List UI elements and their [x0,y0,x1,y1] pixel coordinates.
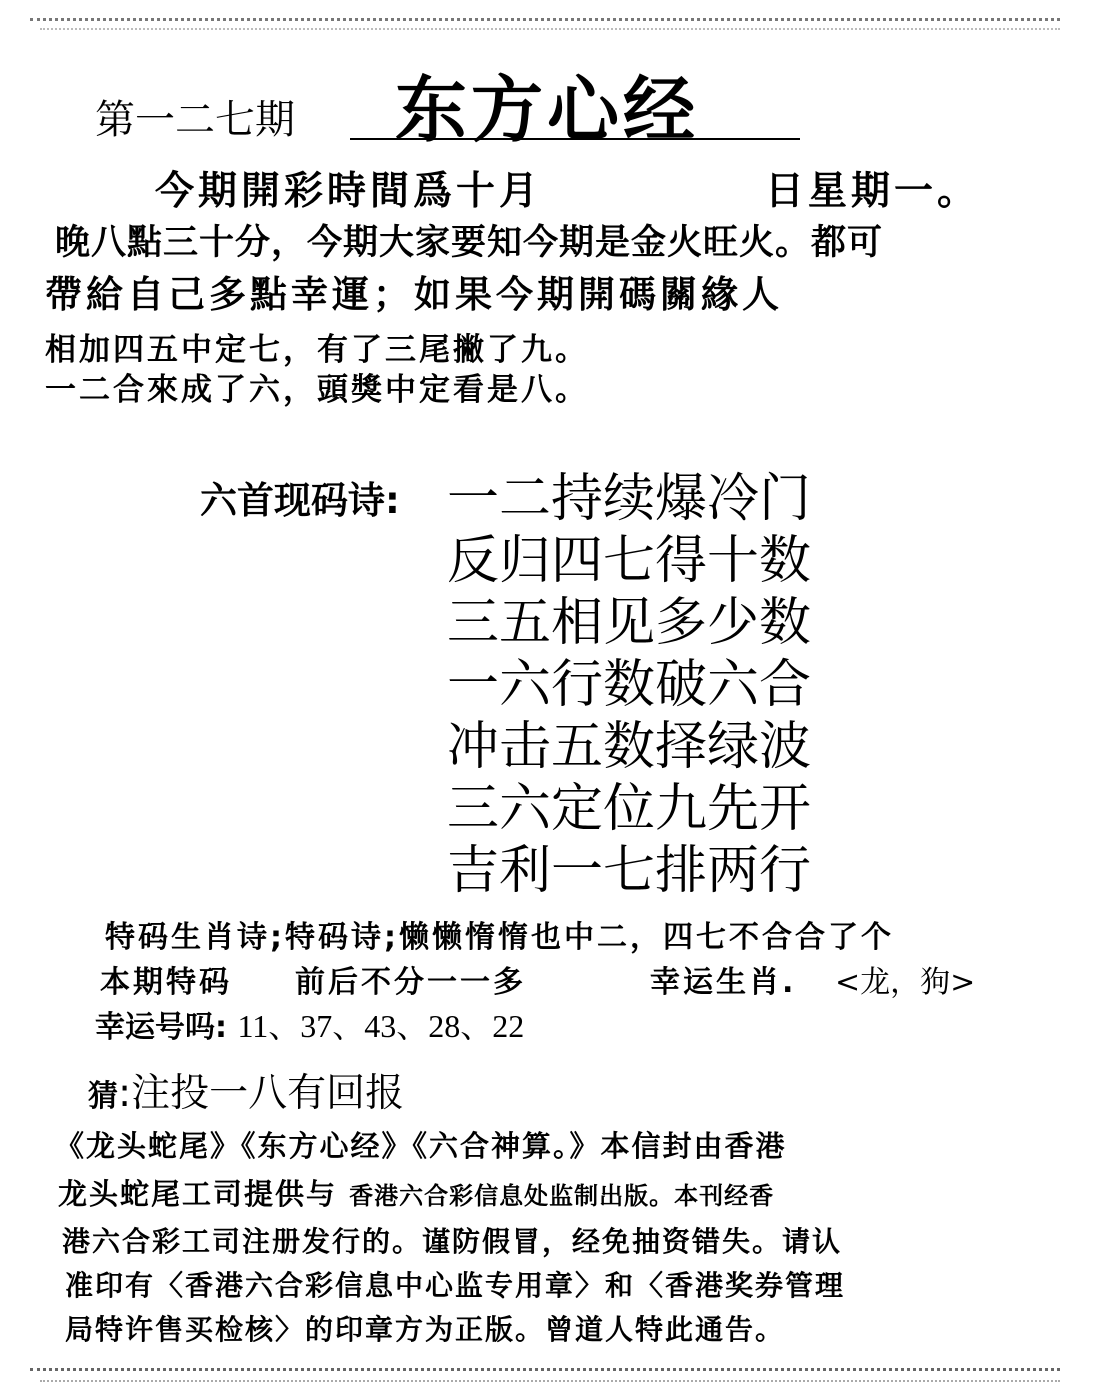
poem-label: 六首现码诗: [200,479,400,522]
notice-line-2b: 香港六合彩信息处监制出版。本刊经香 [349,1182,775,1210]
notice-line-2 [58,1177,775,1211]
special-code-label: 本期特码 [100,965,232,1000]
intro-line-3: 帶給自己多點幸運；如果今期開碼關緣人 [45,273,783,316]
top-dotted-border-inner [40,28,1060,30]
bottom-dotted-border [30,1368,1060,1371]
intro-line-1a: 今期開彩時間爲十月 [155,169,543,214]
notice-line-5: 局特许售买检核〉的印章方为正版。曾道人特此通告。 [65,1313,786,1346]
issue-number: 第一二七期 [95,97,295,143]
notice-line-2a: 龙头蛇尾工司提供与 [58,1177,338,1211]
intro-line-2: 晚八點三十分，今期大家要知今期是金火旺火。都可 [55,223,884,263]
notice-line-3: 港六合彩工司注册发行的。谨防假冒，经免抽资错失。请认 [62,1225,843,1258]
special-code-poem: 特码生肖诗;特码诗;懒懒惰惰也中二，四七不合合了个 [105,920,894,955]
lucky-numbers-value: 11、37、43、28、22 [237,1008,525,1044]
title-underline [350,138,800,140]
poem-line: 一六行数破六合 [447,655,812,715]
intro-line-1b: 日星期一。 [765,169,981,214]
lucky-numbers-row [95,1010,524,1043]
poem-line: 反归四七得十数 [447,531,812,591]
guess-label: 猜 [88,1079,118,1114]
top-dotted-border [30,18,1060,21]
lucky-zodiac-label: 幸运生肖. [650,965,797,1000]
lucky-zodiac-value: <龙，狗> [835,965,976,1000]
page-title: 东方心经 [395,68,700,152]
poem-line: 三五相见多少数 [447,593,812,653]
poem-block [447,468,811,902]
poem-line: 冲击五数择绿波 [447,717,812,777]
lucky-numbers-label: 幸运号吗: [95,1010,227,1045]
guess-row [88,1071,405,1116]
poem-line: 一二持续爆冷门 [447,469,812,529]
special-code-hint: 前后不分一一多 [295,965,526,1000]
bottom-dotted-border-inner [40,1380,1060,1382]
intro-line-5: 一二合來成了六，頭獎中定看是八。 [45,372,589,408]
notice-line-4: 准印有〈香港六合彩信息中心监专用章〉和〈香港奖券管理 [65,1269,846,1302]
notice-line-1: 《龙头蛇尾》《东方心经》《六合神算。》本信封由香港 [55,1129,787,1163]
poem-line: 吉利一七排两行 [447,841,812,901]
poem-line: 三六定位九先开 [447,779,812,839]
intro-line-4: 相加四五中定七，有了三尾撇了九。 [45,332,589,368]
guess-text: :注投一八有回报 [118,1071,405,1116]
